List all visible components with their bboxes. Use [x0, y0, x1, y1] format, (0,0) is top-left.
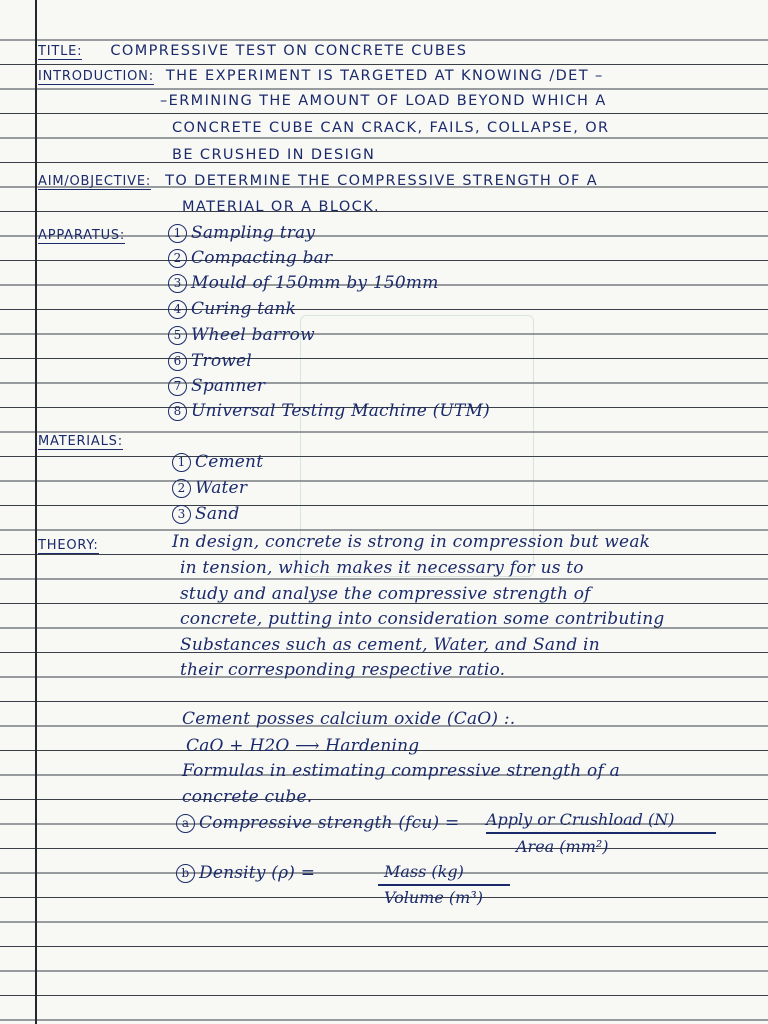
- apparatus-item-number: 1: [168, 224, 187, 243]
- apparatus-label: APPARATUS:: [38, 228, 126, 243]
- theory-label: THEORY:: [38, 538, 99, 553]
- materials-item-number: 3: [172, 505, 191, 524]
- apparatus-item-number: 3: [168, 274, 187, 293]
- apparatus-item: [168, 324, 315, 346]
- materials-label: MATERIALS:: [38, 434, 123, 449]
- apparatus-item: [168, 272, 439, 294]
- apparatus-item-text: Spanner: [191, 376, 266, 396]
- apparatus-item: [168, 222, 315, 244]
- apparatus-item-number: 7: [168, 377, 187, 396]
- formula-a-lhs: [176, 812, 459, 834]
- materials-item-text: Sand: [195, 504, 240, 524]
- materials-item-text: Cement: [195, 452, 264, 472]
- formula-b-lhs: [176, 862, 315, 884]
- formula-a-denominator: Area (mm²): [516, 837, 609, 856]
- apparatus-item-text: Curing tank: [191, 299, 297, 319]
- apparatus-item-number: 6: [168, 352, 187, 371]
- apparatus-item: [168, 350, 252, 372]
- formula-b-denominator: Volume (m³): [384, 888, 483, 907]
- aim-line-2: MATERIAL OR A BLOCK.: [182, 199, 381, 215]
- theory-line: their corresponding respective ratio.: [180, 660, 506, 680]
- apparatus-item: [168, 375, 265, 397]
- formula-b-numerator: Mass (kg): [384, 862, 464, 881]
- formula-a-fraction-bar: [486, 832, 716, 834]
- apparatus-item: [168, 247, 332, 269]
- introduction-line-1: [38, 65, 604, 88]
- introduction-label: INTRODUCTION:: [38, 69, 154, 84]
- introduction-text: THE EXPERIMENT IS TARGETED AT KNOWING /DET –: [165, 68, 604, 84]
- formula-b-fraction-bar: [378, 884, 510, 886]
- title-text: COMPRESSIVE TEST ON CONCRETE CUBES: [110, 43, 468, 59]
- apparatus-item-text: Compacting bar: [191, 248, 333, 268]
- apparatus-item: [168, 400, 490, 422]
- introduction-line-3: CONCRETE CUBE CAN CRACK, FAILS, COLLAPSE, OR: [172, 120, 610, 136]
- title-label: TITLE:: [38, 44, 83, 59]
- apparatus-item-number: 4: [168, 300, 187, 319]
- theory-line: study and analyse the compressive strength of: [180, 584, 591, 604]
- theory-note: Formulas in estimating compressive strength of a: [182, 761, 620, 781]
- aim-text: TO DETERMINE THE COMPRESSIVE STRENGTH OF A: [165, 173, 599, 189]
- formula-a-numerator: Apply or Crushload (N): [486, 810, 675, 829]
- apparatus-item-text: Trowel: [191, 351, 252, 371]
- materials-item-number: 2: [172, 479, 191, 498]
- apparatus-item-number: 5: [168, 326, 187, 345]
- formula-b-lhs-text: Density (ρ) =: [199, 863, 316, 883]
- materials-label-line: [38, 430, 123, 453]
- apparatus-item-number: 8: [168, 402, 187, 421]
- materials-item: [172, 477, 247, 499]
- theory-line: concrete, putting into consideration some contributing: [180, 609, 665, 629]
- introduction-line-2: –ERMINING THE AMOUNT OF LOAD BEYOND WHICH A: [160, 93, 607, 109]
- title-line: [38, 40, 467, 63]
- materials-item-number: 1: [172, 453, 191, 472]
- formula-a-marker: a: [176, 814, 195, 833]
- theory-line: in tension, which makes it necessary for us to: [180, 558, 584, 578]
- formula-a-lhs-text: Compressive strength (fcu) =: [199, 813, 460, 833]
- theory-line: In design, concrete is strong in compression but weak: [172, 532, 651, 552]
- apparatus-label-line: [38, 224, 125, 247]
- chemical-equation: CaO + H2O ⟶ Hardening: [186, 736, 420, 756]
- theory-line: Substances such as cement, Water, and Sand in: [180, 635, 600, 655]
- formula-b-marker: b: [176, 864, 195, 883]
- margin-rule: [35, 0, 37, 1024]
- materials-item: [172, 503, 239, 525]
- apparatus-item-number: 2: [168, 249, 187, 268]
- materials-item-text: Water: [195, 478, 248, 498]
- aim-line-1: [38, 170, 598, 193]
- apparatus-item: [168, 298, 296, 320]
- theory-label-line: [38, 534, 99, 557]
- aim-label: AIM/OBJECTIVE:: [38, 174, 152, 189]
- materials-item: [172, 451, 263, 473]
- apparatus-item-text: Sampling tray: [191, 223, 316, 243]
- apparatus-item-text: Mould of 150mm by 150mm: [191, 273, 439, 293]
- theory-note: Cement posses calcium oxide (CaO) :.: [182, 709, 516, 729]
- introduction-line-4: BE CRUSHED IN DESIGN: [172, 147, 376, 163]
- apparatus-item-text: Universal Testing Machine (UTM): [191, 401, 490, 421]
- apparatus-item-text: Wheel barrow: [191, 325, 315, 345]
- theory-note: concrete cube.: [182, 787, 313, 807]
